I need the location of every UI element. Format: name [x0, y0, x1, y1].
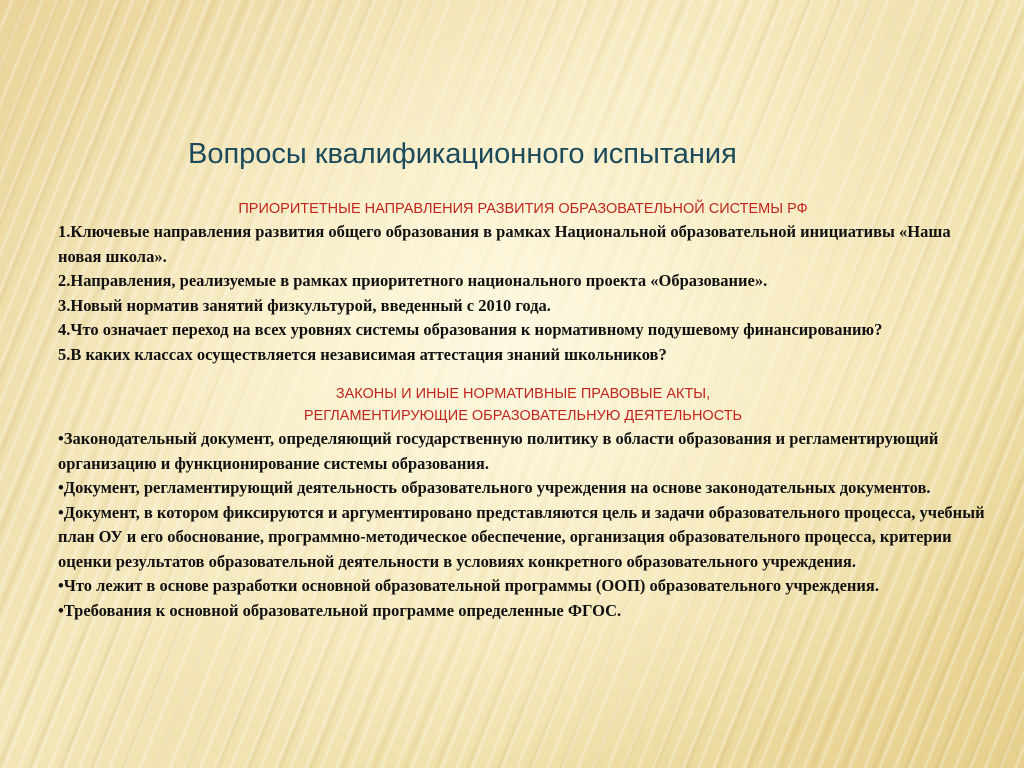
section-spacer	[58, 367, 988, 383]
question-item: 5.В каких классах осуществляется независимая аттестация знаний школьников?	[58, 344, 667, 364]
bullet-item: •Требования к основной образовательной программе определенные ФГОС.	[58, 600, 622, 620]
slide-content	[58, 198, 988, 623]
bullet-item: •Что лежит в основе разработки основной образовательной программы (ООП) образовательного учреждения.	[58, 576, 879, 595]
bullet-item: •Документ, регламентирующий деятельность образовательного учреждения на основе законодательных документов.	[58, 478, 931, 497]
slide-title: Вопросы квалификационного испытания	[188, 138, 737, 170]
question-item: 2.Направления, реализуемые в рамках приоритетного национального проекта «Образование».	[58, 271, 768, 290]
question-item: 3.Новый норматив занятий физкультурой, введенный с 2010 года.	[58, 295, 551, 315]
section-heading-priorities: ПРИОРИТЕТНЫЕ НАПРАВЛЕНИЯ РАЗВИТИЯ ОБРАЗОВАТЕЛЬНОЙ СИСТЕМЫ РФ	[238, 201, 808, 217]
bullet-item: •Документ, в котором фиксируются и аргументировано представляются цель и задачи образовательного процесса, учебный план ОУ и его обоснование, программно-методическое обеспечение, организация образовательного процесса, критерии оценки результатов образовательной деятельности в условиях конкретного образовательного учреждения.	[58, 502, 985, 571]
section-heading-laws-line1: ЗАКОНЫ И ИНЫЕ НОРМАТИВНЫЕ ПРАВОВЫЕ АКТЫ,	[335, 386, 711, 402]
question-item: 1.Ключевые направления развития общего образования в рамках Национальной образовательной инициативы «Наша новая школа».	[58, 222, 951, 266]
bullet-item: •Законодательный документ, определяющий государственную политику в области образования и регламентирующий организацию и функционирование системы образования.	[58, 429, 939, 473]
section-heading-laws-line2: РЕГЛАМЕНТИРУЮЩИЕ ОБРАЗОВАТЕЛЬНУЮ ДЕЯТЕЛЬНОСТЬ	[303, 408, 743, 424]
question-item: 4.Что означает переход на всех уровнях системы образования к нормативному подушевому финансированию?	[58, 320, 883, 339]
